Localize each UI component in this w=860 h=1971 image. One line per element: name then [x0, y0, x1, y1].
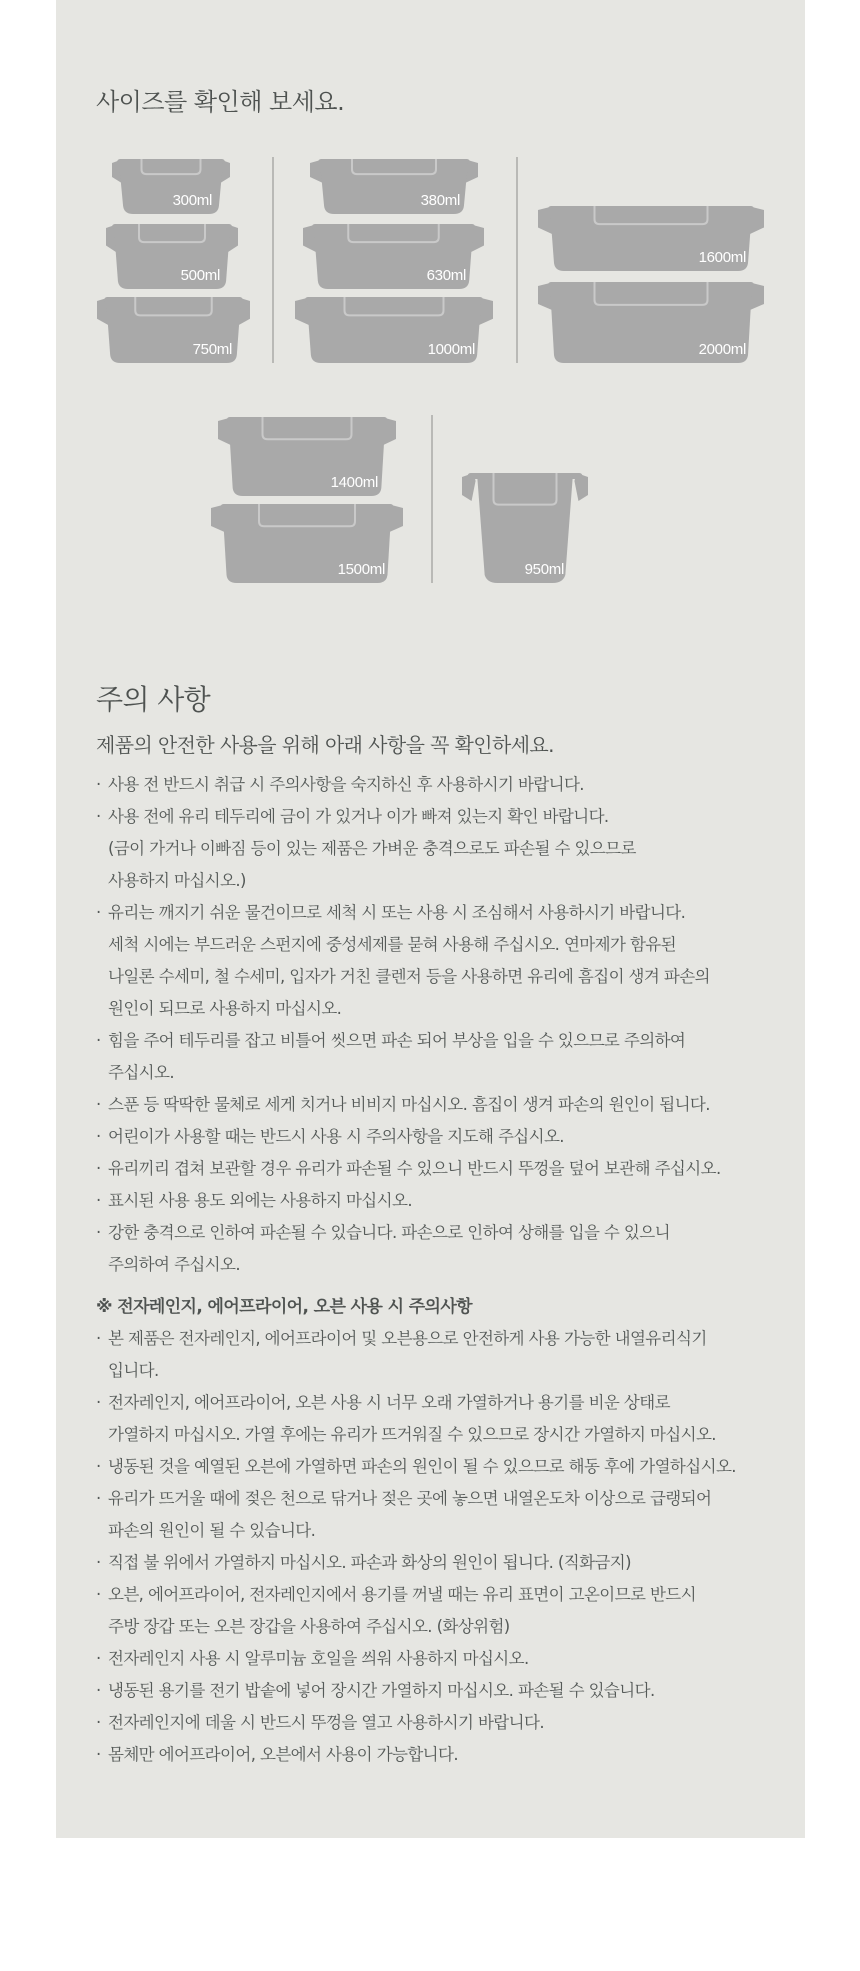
caution-item-line: 사용 전에 유리 테두리에 금이 가 있거나 이가 빠져 있는지 확인 바랍니다.: [108, 807, 609, 826]
bullet-icon: ·: [96, 1649, 101, 1668]
bullet-icon: ·: [96, 1127, 101, 1146]
caution-item: [96, 1153, 776, 1185]
caution-item-line: 유리가 뜨거울 때에 젖은 천으로 닦거나 젖은 곳에 놓으면 내열온도차 이상으로 급랭되어: [108, 1489, 712, 1508]
caution-item-line: 전자레인지, 에어프라이어, 오븐 사용 시 너무 오래 가열하거나 용기를 비운 상태로: [108, 1393, 670, 1412]
caution-item: [96, 1707, 776, 1739]
container-size-chart: [0, 0, 860, 600]
caution-item: [96, 1643, 776, 1675]
caution-item-line: 스푼 등 딱딱한 물체로 세게 치거나 비비지 마십시오. 흠집이 생겨 파손의 원인이 됩니다.: [108, 1095, 710, 1114]
caution-item-line: 유리는 깨지기 쉬운 물건이므로 세척 시 또는 사용 시 조심해서 사용하시기 바랍니다.: [108, 903, 686, 922]
bullet-icon: ·: [96, 1457, 101, 1476]
container-item: [112, 157, 230, 214]
container-capacity-label: 380ml: [420, 192, 460, 209]
caution-item: [96, 1547, 776, 1579]
bullet-icon: ·: [96, 903, 101, 922]
container-capacity-label: 750ml: [192, 341, 232, 358]
caution-item-line: 전자레인지에 데울 시 반드시 뚜껑을 열고 사용하시기 바랍니다.: [108, 1713, 544, 1732]
caution-item-line: 표시된 사용 용도 외에는 사용하지 마십시오.: [108, 1191, 412, 1210]
bullet-icon: ·: [96, 775, 101, 794]
container-capacity-label: 1400ml: [330, 474, 378, 491]
caution-item-line: 오븐, 에어프라이어, 전자레인지에서 용기를 꺼낼 때는 유리 표면이 고온이므로 반드시: [108, 1585, 696, 1604]
caution-section: [96, 680, 776, 1771]
caution-item-line: 주방 장갑 또는 오븐 장갑을 사용하여 주십시오. (화상위험): [108, 1617, 510, 1636]
container-capacity-label: 630ml: [426, 267, 466, 284]
caution-item-line: (금이 가거나 이빠짐 등이 있는 제품은 가벼운 충격으로도 파손될 수 있으므로: [108, 839, 636, 858]
caution-item: [96, 1089, 776, 1121]
bullet-icon: ·: [96, 1031, 101, 1050]
container-capacity-label: 1000ml: [427, 341, 475, 358]
caution-item: [96, 769, 776, 801]
oven-caution-list: [96, 1323, 776, 1771]
size-divider: [272, 157, 274, 363]
caution-item: [96, 1121, 776, 1153]
bullet-icon: ·: [96, 807, 101, 826]
caution-item-line: 유리끼리 겹쳐 보관할 경우 유리가 파손될 수 있으니 반드시 뚜껑을 덮어 보관해 주십시오.: [108, 1159, 721, 1178]
bullet-icon: ·: [96, 1393, 101, 1412]
caution-item-line: 힘을 주어 테두리를 잡고 비틀어 씻으면 파손 되어 부상을 입을 수 있으므로 주의하여: [108, 1031, 686, 1050]
caution-item-line: 냉동된 용기를 전기 밥솥에 넣어 장시간 가열하지 마십시오. 파손될 수 있습니다.: [108, 1681, 655, 1700]
bullet-icon: ·: [96, 1585, 101, 1604]
caution-item-line: 어린이가 사용할 때는 반드시 사용 시 주의사항을 지도해 주십시오.: [108, 1127, 564, 1146]
caution-item: [96, 1025, 776, 1089]
caution-list: [96, 769, 776, 1281]
caution-item: [96, 1387, 776, 1451]
caution-item-line: 나일론 수세미, 철 수세미, 입자가 거친 클렌저 등을 사용하면 유리에 흠집이 생겨 파손의: [108, 967, 710, 986]
caution-item-line: 파손의 원인이 될 수 있습니다.: [108, 1521, 316, 1540]
caution-item-line: 가열하지 마십시오. 가열 후에는 유리가 뜨거워질 수 있으므로 장시간 가열하지 마십시오.: [108, 1425, 716, 1444]
bullet-icon: ·: [96, 1159, 101, 1178]
caution-item-line: 원인이 되므로 사용하지 마십시오.: [108, 999, 342, 1018]
caution-item-line: 본 제품은 전자레인지, 에어프라이어 및 오븐용으로 안전하게 사용 가능한 내열유리식기: [108, 1329, 707, 1348]
bullet-icon: ·: [96, 1745, 101, 1764]
caution-item-line: 몸체만 에어프라이어, 오븐에서 사용이 가능합니다.: [108, 1745, 458, 1764]
caution-item: [96, 1483, 776, 1547]
caution-lead: 제품의 안전한 사용을 위해 아래 사항을 꼭 확인하세요.: [96, 733, 554, 757]
caution-item: [96, 1579, 776, 1643]
caution-title: 주의 사항: [96, 683, 211, 716]
bullet-icon: ·: [96, 1489, 101, 1508]
caution-item-line: 강한 충격으로 인하여 파손될 수 있습니다. 파손으로 인하여 상해를 입을 수 있으니: [108, 1223, 670, 1242]
container-capacity-label: 1600ml: [698, 249, 746, 266]
caution-item-line: 사용 전 반드시 취급 시 주의사항을 숙지하신 후 사용하시기 바랍니다.: [108, 775, 584, 794]
caution-item: [96, 801, 776, 897]
bullet-icon: ·: [96, 1553, 101, 1572]
caution-item-line: 사용하지 마십시오.): [108, 871, 246, 890]
caution-item: [96, 1185, 776, 1217]
caution-item: [96, 1675, 776, 1707]
container-capacity-label: 1500ml: [337, 561, 385, 578]
container-capacity-label: 2000ml: [698, 341, 746, 358]
oven-caution-title: ※ 전자레인지, 에어프라이어, 오븐 사용 시 주의사항: [96, 1297, 472, 1317]
container-capacity-label: 500ml: [180, 267, 220, 284]
caution-item: [96, 897, 776, 1025]
bullet-icon: ·: [96, 1329, 101, 1348]
container-capacity-label: 950ml: [524, 561, 564, 578]
caution-item-line: 주십시오.: [108, 1063, 175, 1082]
container-icon: [112, 157, 230, 214]
caution-item-line: 전자레인지 사용 시 알루미늄 호일을 씌워 사용하지 마십시오.: [108, 1649, 529, 1668]
caution-item: [96, 1451, 776, 1483]
caution-item-line: 냉동된 것을 예열된 오븐에 가열하면 파손의 원인이 될 수 있으므로 해동 후에 가열하십시오.: [108, 1457, 736, 1476]
caution-item: [96, 1323, 776, 1387]
size-divider: [516, 157, 518, 363]
size-divider: [431, 415, 433, 583]
caution-item-line: 세척 시에는 부드러운 스펀지에 중성세제를 묻혀 사용해 주십시오. 연마제가 함유된: [108, 935, 676, 954]
caution-item: [96, 1739, 776, 1771]
container-capacity-label: 300ml: [172, 192, 212, 209]
caution-item-line: 직접 불 위에서 가열하지 마십시오. 파손과 화상의 원인이 됩니다. (직화금지): [108, 1553, 631, 1572]
caution-item: [96, 1217, 776, 1281]
bullet-icon: ·: [96, 1191, 101, 1210]
size-section-title: 사이즈를 확인해 보세요.: [96, 88, 345, 116]
bullet-icon: ·: [96, 1713, 101, 1732]
bullet-icon: ·: [96, 1681, 101, 1700]
bullet-icon: ·: [96, 1223, 101, 1242]
caution-item-line: 주의하여 주십시오.: [108, 1255, 241, 1274]
caution-item-line: 입니다.: [108, 1361, 159, 1380]
bullet-icon: ·: [96, 1095, 101, 1114]
